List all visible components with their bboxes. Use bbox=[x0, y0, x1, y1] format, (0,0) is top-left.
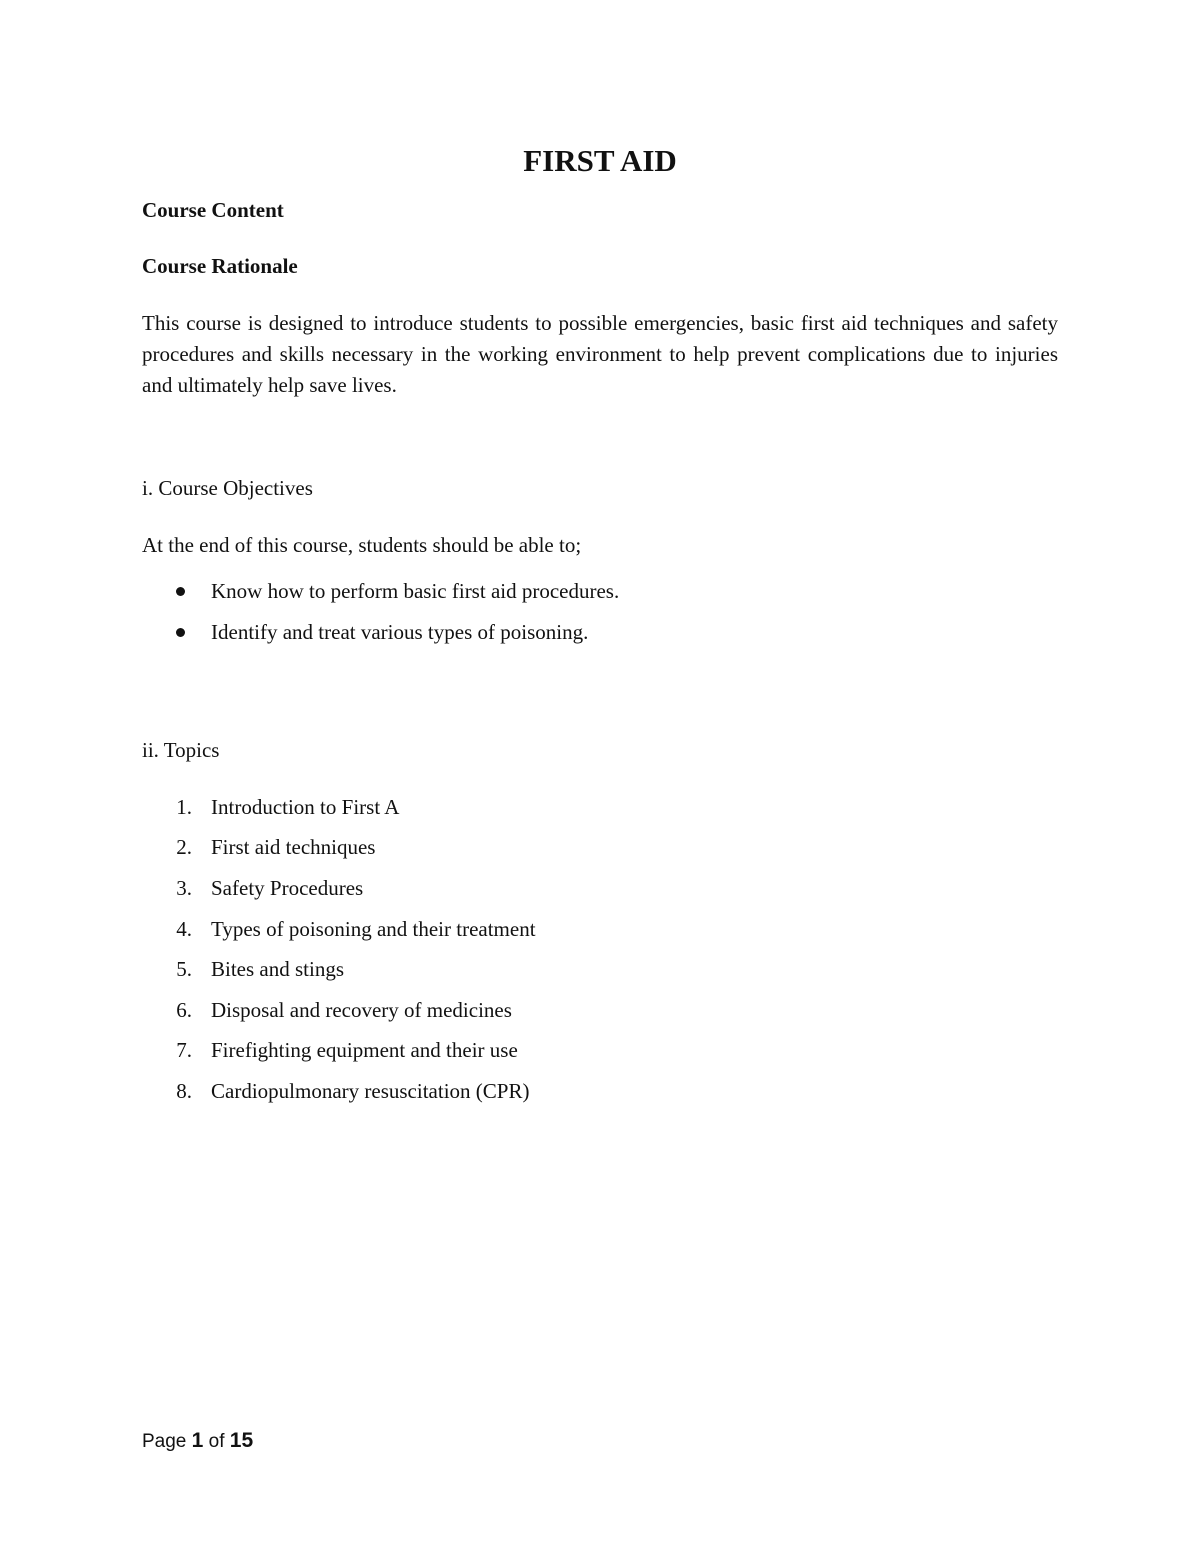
list-item bbox=[0, 1077, 1200, 1105]
objectives-intro: At the end of this course, students should be able to; bbox=[142, 533, 582, 557]
topic-text: Introduction to First A bbox=[211, 795, 400, 819]
topic-number: 3. bbox=[176, 876, 192, 900]
list-item bbox=[0, 793, 1200, 821]
topic-number: 4. bbox=[176, 917, 192, 941]
topic-text: Firefighting equipment and their use bbox=[211, 1038, 518, 1062]
topic-number: 2. bbox=[176, 835, 192, 859]
page-word: Page bbox=[142, 1431, 187, 1452]
total-pages-number: 15 bbox=[229, 1429, 254, 1452]
objectives-heading: i. Course Objectives bbox=[142, 476, 313, 500]
topic-number: 1. bbox=[176, 795, 192, 819]
topic-text: Disposal and recovery of medicines bbox=[211, 998, 512, 1022]
list-item bbox=[0, 996, 1200, 1024]
list-item bbox=[0, 1036, 1200, 1064]
bullet-icon bbox=[176, 587, 185, 596]
page-footer bbox=[142, 1428, 253, 1455]
of-word: of bbox=[208, 1431, 225, 1452]
topic-text: First aid techniques bbox=[211, 835, 376, 859]
rationale-paragraph: This course is designed to introduce students to possible emergencies, basic first aid techniques and safety procedures and skills necessary in the working environment to help prevent complications due to injuries and ultimately help save lives. bbox=[142, 311, 1058, 397]
course-content-heading: Course Content bbox=[142, 198, 284, 222]
list-item bbox=[0, 833, 1200, 861]
topic-number: 6. bbox=[176, 998, 192, 1022]
list-item bbox=[0, 618, 1200, 646]
list-item bbox=[0, 577, 1200, 605]
course-rationale-heading: Course Rationale bbox=[142, 254, 298, 278]
list-item bbox=[0, 915, 1200, 943]
topic-number: 8. bbox=[176, 1079, 192, 1103]
list-item bbox=[0, 955, 1200, 983]
topic-text: Cardiopulmonary resuscitation (CPR) bbox=[211, 1079, 530, 1103]
list-item bbox=[0, 874, 1200, 902]
objective-text: Know how to perform basic first aid procedures. bbox=[211, 579, 620, 603]
current-page-number: 1 bbox=[191, 1429, 204, 1452]
topic-number: 5. bbox=[176, 957, 192, 981]
topic-text: Bites and stings bbox=[211, 957, 345, 981]
topics-heading: ii. Topics bbox=[142, 738, 220, 762]
topic-text: Safety Procedures bbox=[211, 876, 364, 900]
topic-text: Types of poisoning and their treatment bbox=[211, 917, 536, 941]
document-title: FIRST AID bbox=[523, 143, 677, 178]
topic-number: 7. bbox=[176, 1038, 192, 1062]
bullet-icon bbox=[176, 628, 185, 637]
objective-text: Identify and treat various types of poisoning. bbox=[211, 620, 589, 644]
